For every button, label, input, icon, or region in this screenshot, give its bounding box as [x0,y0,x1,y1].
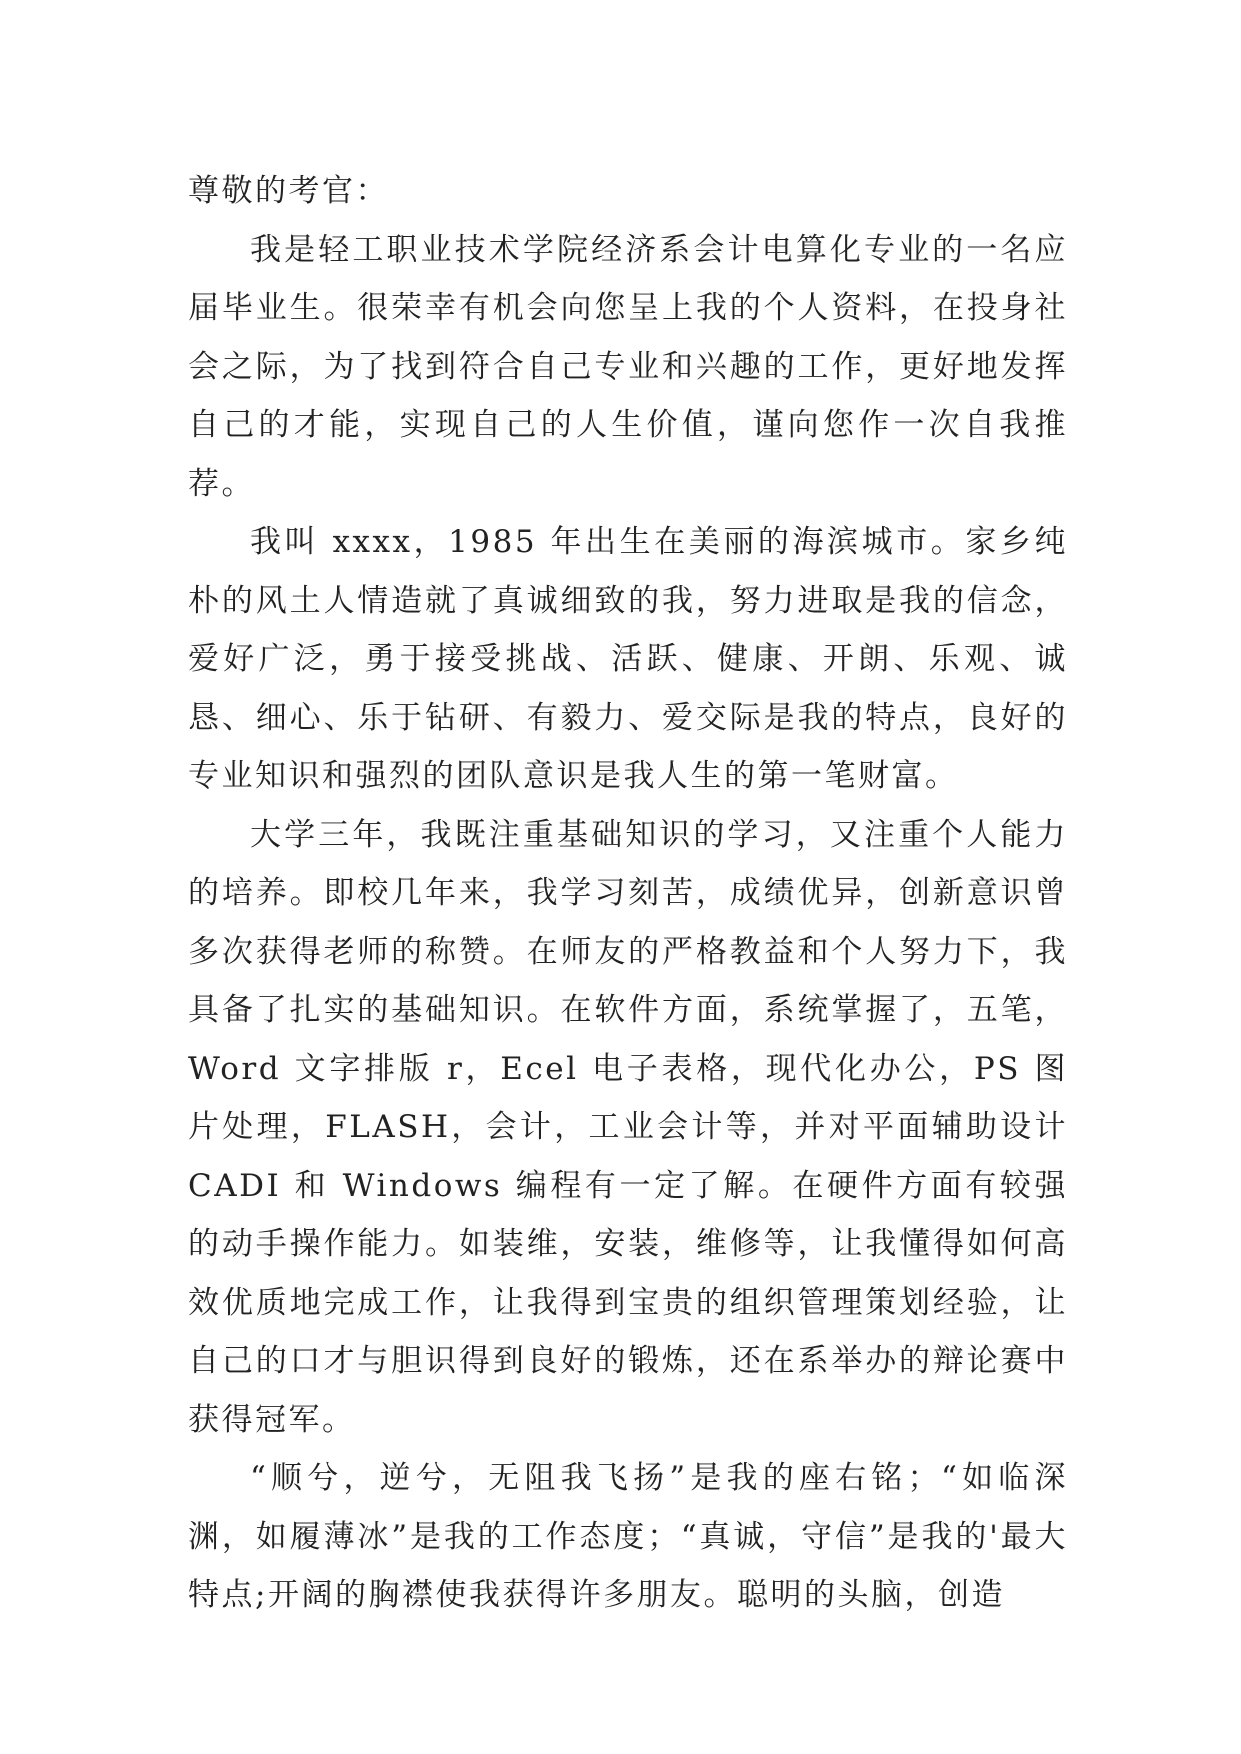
paragraph-personal-background: 我叫 xxxx，1985 年出生在美丽的海滨城市。家乡纯朴的风土人情造就了真诚细致的我，努力进取是我的信念，爱好广泛，勇于接受挑战、活跃、健康、开朗、乐观、诚恳、细心、乐于钻研、有毅力、爱交际是我的特点，良好的专业知识和强烈的团队意识是我人生的第一笔财富。 [188,524,1068,794]
letter-body [188,162,1068,1625]
paragraph-motto: “顺兮，逆兮，无阻我飞扬”是我的座右铭；“如临深渊，如履薄冰”是我的工作态度；“真诚，守信”是我的'最大特点;开阔的胸襟使我获得许多朋友。聪明的头脑，创造 [188,1460,1068,1613]
paragraph-introduction: 我是轻工职业技术学院经济系会计电算化专业的一名应届毕业生。很荣幸有机会向您呈上我的个人资料，在投身社会之际，为了找到符合自己专业和兴趣的工作，更好地发挥自己的才能，实现自己的人生价值，谨向您作一次自我推荐。 [188,231,1068,502]
salutation: 尊敬的考官： [188,173,389,209]
paragraph-education-skills: 大学三年，我既注重基础知识的学习，又注重个人能力的培养。即校几年来，我学习刻苦，成绩优异，创新意识曾多次获得老师的称赞。在师友的严格教益和个人努力下，我具备了扎实的基础知识。在软件方面，系统掌握了，五笔，Word 文字排版 r，Ecel 电子表格，现代化办公，PS 图片处理，FLASH，会计，工业会计等，并对平面辅助设计 CADI 和 Windows 编程有一定了解。在硬件方面有较强的动手操作能力。如装维，安装，维修等，让我懂得如何高效优质地完成工作，让我得到宝贵的组织管理策划经验，让自己的口才与胆识得到良好的锻炼，还在系举办的辩论赛中获得冠军。 [188,816,1068,1438]
